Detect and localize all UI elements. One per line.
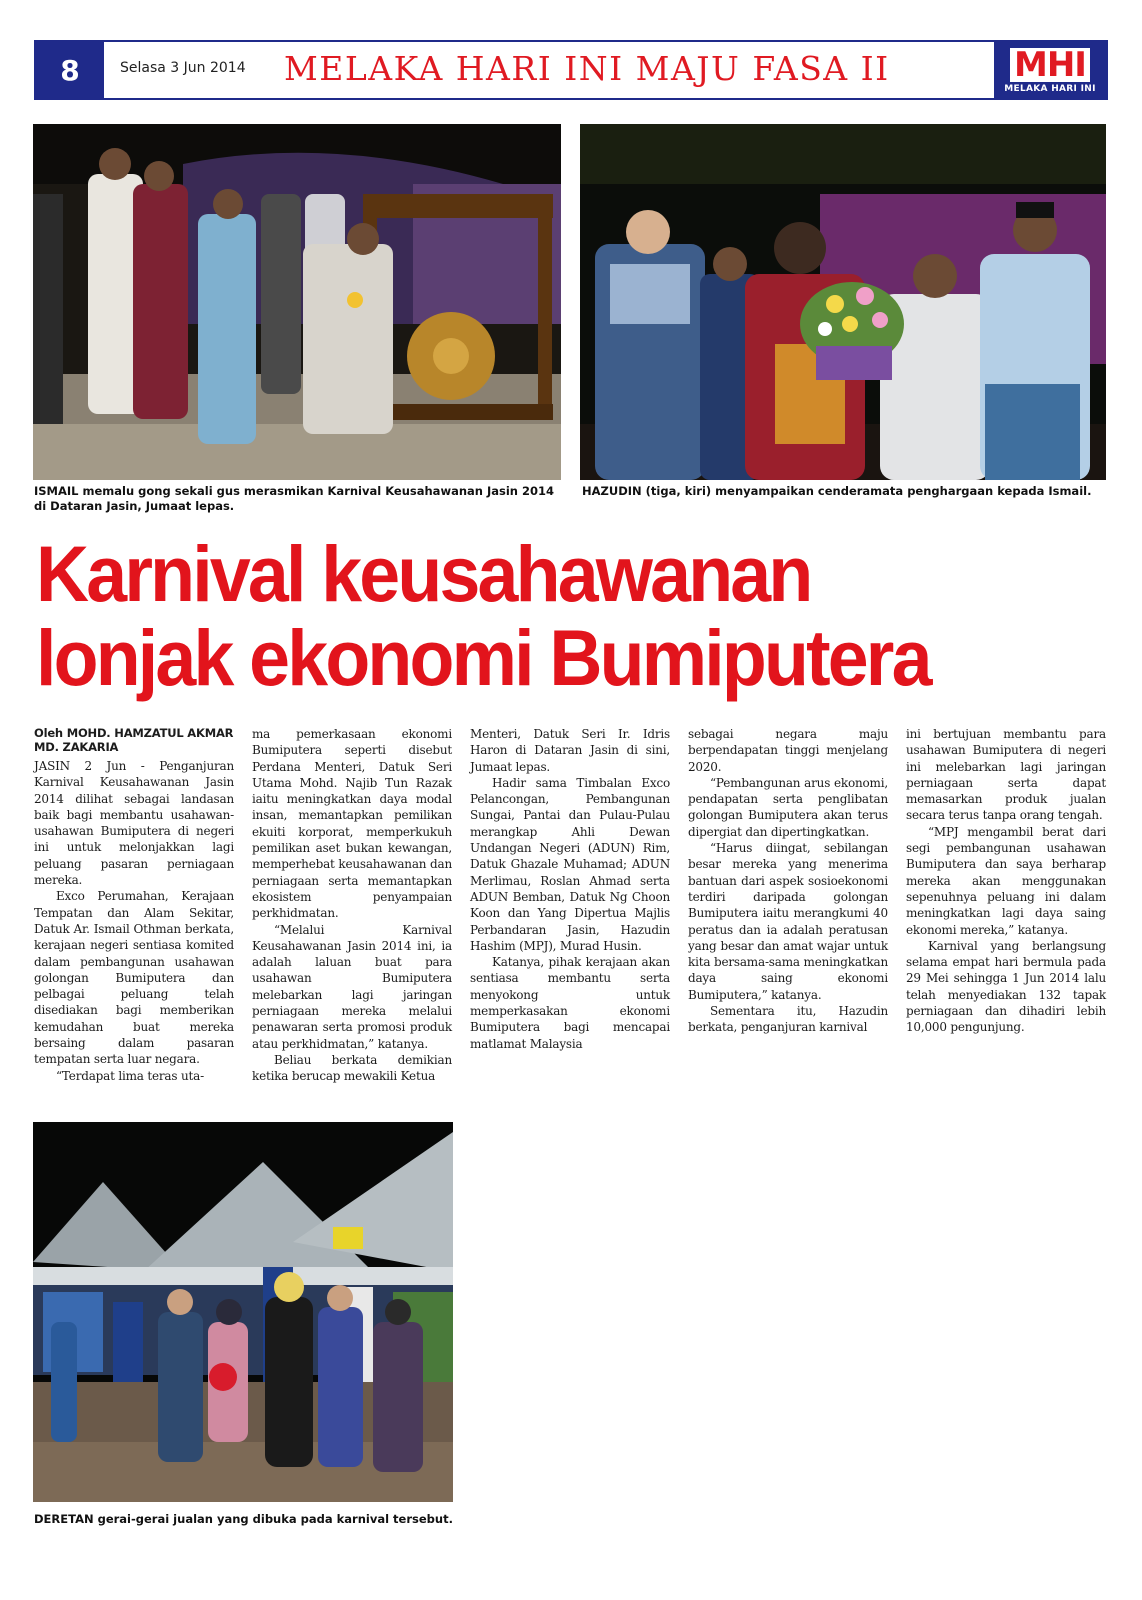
paragraph: “Terdapat lima teras uta- bbox=[56, 1068, 204, 1083]
byline-line-1: Oleh MOHD. HAMZATUL AKMAR bbox=[34, 726, 234, 740]
photo-gong-caption: ISMAIL memalu gong sekali gus merasmikan Karnival Keusahawanan Jasin 2014 di Dataran Jasin, Jumaat lepas. bbox=[34, 484, 554, 513]
paragraph: Hadir sama Timbalan Exco Pelancongan, Pembangunan Sungai, Pantai dan Pulau-Pulau merangkap Ahli Dewan Undangan Negeri (ADUN) Rim, Datuk Ghazale Muhamad; ADUN Merlimau, Roslan Ahmad serta ADUN Bemban, Datuk Ng Choon Koon dan Yang Dipertua Majlis Perbandaran Jasin, Hazudin Hashim (MPJ), Murad Husin. bbox=[470, 775, 670, 953]
mhi-logo bbox=[994, 42, 1106, 98]
photo-souvenir-presentation bbox=[580, 124, 1106, 480]
paragraph: Menteri, Datuk Seri Ir. Idris Haron di Dataran Jasin di sini, Jumaat lepas. bbox=[470, 727, 670, 774]
photo-carnival-stalls bbox=[33, 1122, 453, 1502]
logo-text: MELAKA HARI INI bbox=[1004, 84, 1096, 94]
paragraph: “MPJ mengambil berat dari segi pembangunan usahawan Bumiputera dan saya berharap mereka akan menggunakan sepenuhnya peluang ini dalam meningkatkan lagi daya saing ekonomi mereka,” katanya. bbox=[906, 824, 1106, 937]
paragraph: Sementara itu, Hazudin berkata, penganjuran karnival bbox=[688, 1004, 888, 1035]
article-column-4 bbox=[688, 726, 888, 1036]
caption-rest: gerai-gerai jualan yang dibuka pada karnival tersebut. bbox=[93, 1512, 453, 1526]
paragraph: Beliau berkata demikian ketika berucap mewakili Ketua bbox=[252, 1052, 452, 1084]
photo-gong-ceremony bbox=[33, 124, 561, 480]
photo-stalls-caption bbox=[34, 1512, 454, 1527]
page-header bbox=[34, 40, 1108, 100]
paragraph: “Pembangunan arus ekonomi, pendapatan serta penglibatan golongan Bumiputera akan terus dipergiat dan dipertingkatkan. bbox=[688, 775, 888, 839]
paragraph: Karnival yang berlangsung selama empat hari bermula pada 29 Mei sehingga 1 Jun 2014 lalu telah menyediakan 132 tapak perniagaan dan dihadiri lebih 10,000 pengunjung. bbox=[906, 938, 1106, 1035]
headline-line-2: lonjak ekonomi Bumiputera bbox=[36, 613, 930, 702]
paragraph: JASIN 2 Jun - Penganjuran Karnival Keusahawanan Jasin 2014 dilihat sebagai landasan baik bagi membantu usahawan-usahawan Bumiputera di negeri ini untuk melonjakkan lagi peluang pasaran perniagaan mereka. bbox=[34, 759, 234, 888]
page-number: 8 bbox=[36, 42, 104, 98]
byline-line-2: MD. ZAKARIA bbox=[34, 740, 119, 754]
logo-mark: MHI bbox=[1010, 48, 1090, 82]
article-column-5 bbox=[906, 726, 1106, 1036]
byline bbox=[34, 726, 234, 754]
paragraph: Exco Perumahan, Kerajaan Tempatan dan Alam Sekitar, Datuk Ar. Ismail Othman berkata, kerajaan negeri sentiasa komited dalam pembangunan usahawan golongan Bumiputera dan pelbagai peluang telah disediakan bagi memberikan kemudahan buat mereka bersaing dalam pasaran tempatan serta luar negara. bbox=[34, 889, 234, 1067]
paragraph: sebagai negara maju berpendapatan tinggi menjelang 2020. bbox=[688, 727, 888, 774]
section-title: MELAKA HARI INI MAJU FASA II bbox=[284, 49, 890, 88]
caption-lead: DERETAN bbox=[34, 1512, 94, 1526]
photo-souvenir-caption: HAZUDIN (tiga, kiri) menyampaikan cenderamata penghargaan kepada Ismail. bbox=[582, 484, 1092, 498]
paragraph: ini bertujuan membantu para usahawan Bumiputera di negeri ini melebarkan lagi jaringan perniagaan serta dapat memasarkan produk jualan secara terus tanpa orang tengah. bbox=[906, 727, 1106, 823]
paragraph: “Melalui Karnival Keusahawanan Jasin 2014 ini, ia adalah laluan buat para usahawan Bumiputera melebarkan lagi jaringan perniagaan mereka melalui penawaran serta promosi produk atau perkhidmatan,” katanya. bbox=[252, 922, 452, 1051]
paragraph: “Harus diingat, sebilangan besar mereka yang menerima bantuan dari aspek sosioekonomi terdiri daripada golongan Bumiputera iaitu merangkumi 40 peratus dan ia adalah peratusan yang besar dan amat wajar untuk kita bersama-sama meningkatkan daya saing ekonomi Bumiputera,” katanya. bbox=[688, 841, 888, 1002]
article-column-2 bbox=[252, 726, 452, 1085]
headline-line-1: Karnival keusahawanan bbox=[36, 529, 811, 618]
headline bbox=[36, 529, 1035, 702]
article-column-1 bbox=[34, 726, 234, 1084]
paragraph: Katanya, pihak kerajaan akan sentiasa membantu serta menyokong untuk memperkasakan ekonomi Bumiputera bagi mencapai matlamat Malaysia bbox=[470, 955, 670, 1051]
issue-date: Selasa 3 Jun 2014 bbox=[120, 60, 246, 76]
paragraph: ma pemerkasaan ekonomi Bumiputera seperti disebut Perdana Menteri, Datuk Seri Utama Mohd. Najib Tun Razak iaitu meningkatkan daya modal insan, memantapkan pemilikan ekuiti korporat, memperkukuh pemilikan aset bukan kewangan, memperhebat keusahawanan dan perniagaan serta memantapkan ekosistem penyampaian perkhidmatan. bbox=[252, 727, 452, 921]
article-column-3 bbox=[470, 726, 670, 1052]
